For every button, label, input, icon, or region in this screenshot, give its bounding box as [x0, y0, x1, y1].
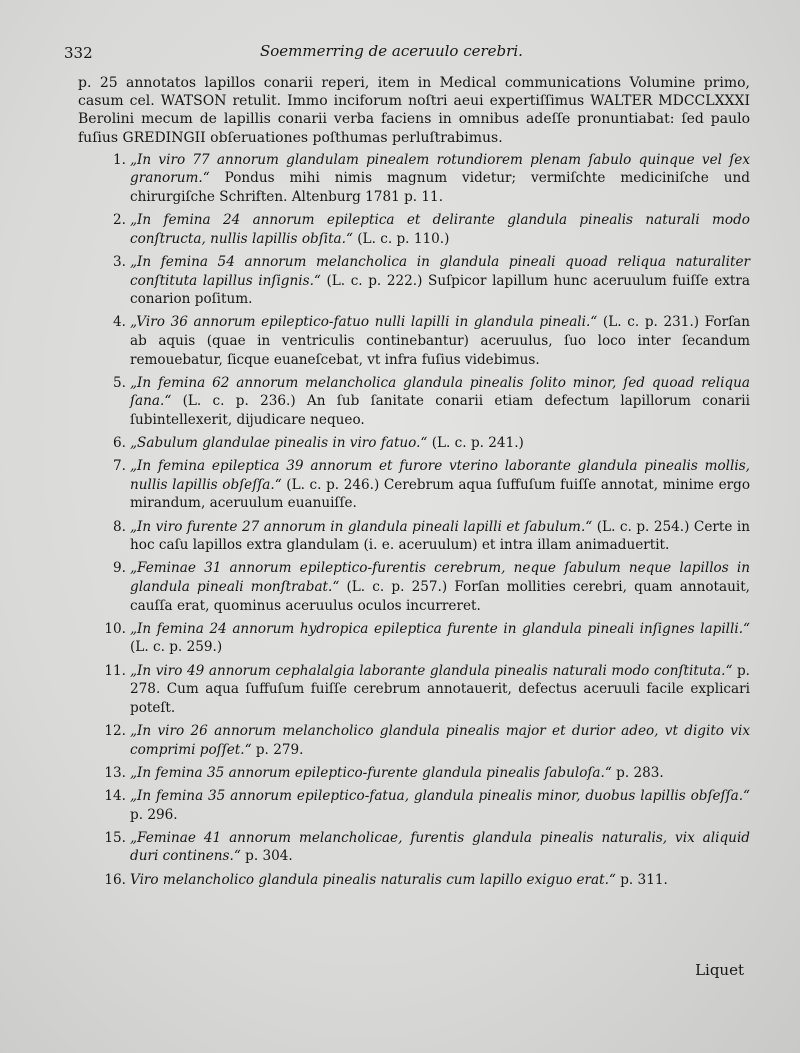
case-entry — [113, 151, 750, 207]
case-commentary: p. 283. — [611, 764, 664, 781]
case-commentary: (L. c. p. 241.) — [427, 435, 524, 452]
case-entry — [104, 871, 750, 890]
case-number: 5. — [113, 374, 126, 391]
case-number: 2. — [113, 212, 126, 229]
case-entry — [104, 722, 750, 759]
case-number: 8. — [113, 518, 126, 535]
case-number: 7. — [113, 458, 126, 475]
case-commentary: (L. c. p. 222.) Suſpicor lapillum hunc aceruulum fuiſſe extra conarion poſitum. — [130, 272, 750, 308]
case-number: 3. — [113, 253, 126, 270]
case-quote: „In femina epileptica 39 annorum et furore vterino laborante glandula pinealis mollis, nullis lapillis obſeſſa.“ — [130, 458, 750, 493]
case-quote: „In femina 24 annorum epileptica et delirante glandula pinealis naturali modo conſtructa, nullis lapillis obſita.“ — [130, 212, 750, 247]
case-entry — [113, 374, 750, 430]
case-quote: Viro melancholico glandula pinealis naturalis cum lapillo exiguo erat.“ — [130, 871, 616, 888]
case-commentary: (L. c. p. 257.) Forſan mollities cerebri, quam annotauit, cauſſa erat, quominus aceruulus oculos incurreret. — [130, 579, 750, 614]
case-number: 13. — [104, 764, 126, 781]
case-entry — [113, 313, 750, 369]
page-header — [64, 40, 750, 70]
case-quote: „In femina 35 annorum epileptico-fatua, glandula pinealis minor, duobus lapillis obſeſſa.“ — [130, 787, 750, 804]
case-number: 1. — [113, 151, 126, 168]
case-number: 12. — [104, 722, 126, 739]
case-list — [64, 151, 750, 889]
running-title: Soemmerring de aceruulo cerebri. — [260, 42, 523, 60]
page-number: 332 — [64, 44, 93, 62]
case-entry — [113, 457, 750, 513]
case-entry — [113, 559, 750, 615]
case-entry — [113, 253, 750, 309]
case-quote: „In femina 24 annorum hydropica epileptica furente in glandula pineali inſignes lapilli.“ — [130, 620, 750, 637]
case-quote: „In viro 49 annorum cephalalgia laborante glandula pinealis naturali modo conſtituta.“ — [130, 662, 733, 679]
case-commentary: p. 279. — [251, 741, 304, 758]
case-quote: „In viro 77 annorum glandulam pinealem rotundiorem plenam ſabulo quinque vel ſex granorum.“ — [130, 151, 750, 187]
case-entry — [104, 620, 750, 657]
case-number: 11. — [104, 662, 126, 679]
case-number: 9. — [113, 560, 126, 577]
case-commentary: (L. c. p. 236.) An ſub ſanitate conarii etiam defectum lapillorum conarii ſubintellexerit, dijudicare nequeo. — [130, 393, 750, 428]
case-commentary: p. 278. Cum aqua ſuffuſum fuiſſe cerebrum annotauerit, defectus aceruuli facile explicari poteſt. — [130, 662, 750, 716]
case-quote: „In femina 54 annorum melancholica in glandula pineali quoad reliqua naturaliter conſtituta lapillus inſignis.“ — [130, 253, 750, 289]
case-quote: „Sabulum glandulae pinealis in viro fatuo.“ — [130, 435, 428, 452]
case-entry — [113, 518, 750, 555]
case-quote: „In femina 62 annorum melancholica glandula pinealis ſolito minor, ſed quoad reliqua ſana.“ — [130, 374, 750, 410]
case-number: 4. — [113, 314, 126, 331]
case-entry — [104, 764, 750, 783]
intro-text: p. 25 annotatos lapillos conarii reperi, item in Medical communications Volumine primo, casum cel. WATSON retulit. Immo inciforum noſtri aeui expertiſſimus WALTER MDCCLXXXI Berolini mecum de lapillis conarii verba faciens in omnibus adeſſe pronuntiabat: ſed paulo fuſius GREDINGII obſeruationes poſthumas perluſtrabimus. — [78, 75, 750, 146]
case-entry — [104, 662, 750, 718]
case-commentary: Pondus mihi nimis magnum videtur; vermiſchte mediciniſche und chirurgiſche Schriften. Altenburg 1781 p. 11. — [130, 170, 750, 205]
case-commentary: (L. c. p. 231.) Forſan ab aquis (quae in ventriculis continebantur) aceruulus, ſuo loco inter ſecandum remouebatur, ſicque euaneſcebat, vt infra fuſius videbimus. — [130, 314, 750, 368]
case-number: 14. — [104, 787, 126, 804]
intro-paragraph — [78, 74, 750, 147]
case-number: 10. — [104, 620, 126, 637]
case-quote: „In viro 26 annorum melancholico glandula pinealis major et durior adeo, vt digito vix comprimi poſſet.“ — [130, 722, 750, 758]
case-commentary: p. 311. — [615, 871, 668, 888]
case-commentary: p. 296. — [130, 806, 178, 823]
case-entry — [104, 787, 750, 824]
case-quote: „In femina 35 annorum epileptico-furente glandula pinealis ſabuloſa.“ — [130, 764, 612, 781]
case-quote: „In viro furente 27 annorum in glandula pineali lapilli et ſabulum.“ — [130, 518, 593, 535]
catchword: Liquet — [695, 961, 744, 979]
case-quote: „Feminae 41 annorum melancholicae, furentis glandula pinealis naturalis, vix aliquid duri continens.“ — [130, 829, 750, 865]
case-commentary: (L. c. p. 259.) — [130, 639, 223, 656]
case-quote: „Feminae 31 annorum epileptico-furentis cerebrum, neque ſabulum neque lapillos in glandula pineali monſtrabat.“ — [130, 560, 750, 596]
case-number: 15. — [104, 829, 126, 846]
case-commentary: (L. c. p. 110.) — [352, 230, 450, 247]
case-entry — [113, 434, 750, 453]
case-commentary: p. 304. — [240, 848, 293, 865]
case-commentary: (L. c. p. 254.) Certe in hoc caſu lapillos extra glandulam (i. e. aceruulum) et intra illam animaduertit. — [130, 518, 750, 554]
case-number: 16. — [104, 871, 126, 888]
case-commentary: (L. c. p. 246.) Cerebrum aqua ſuffuſum fuiſſe annotat, minime ergo mirandum, aceruulum euanuiſſe. — [130, 476, 750, 512]
case-entry — [104, 829, 750, 866]
case-entry — [113, 211, 750, 248]
case-number: 6. — [113, 435, 126, 452]
case-quote: „Viro 36 annorum epileptico-fatuo nulli lapilli in glandula pineali.“ — [130, 314, 598, 331]
